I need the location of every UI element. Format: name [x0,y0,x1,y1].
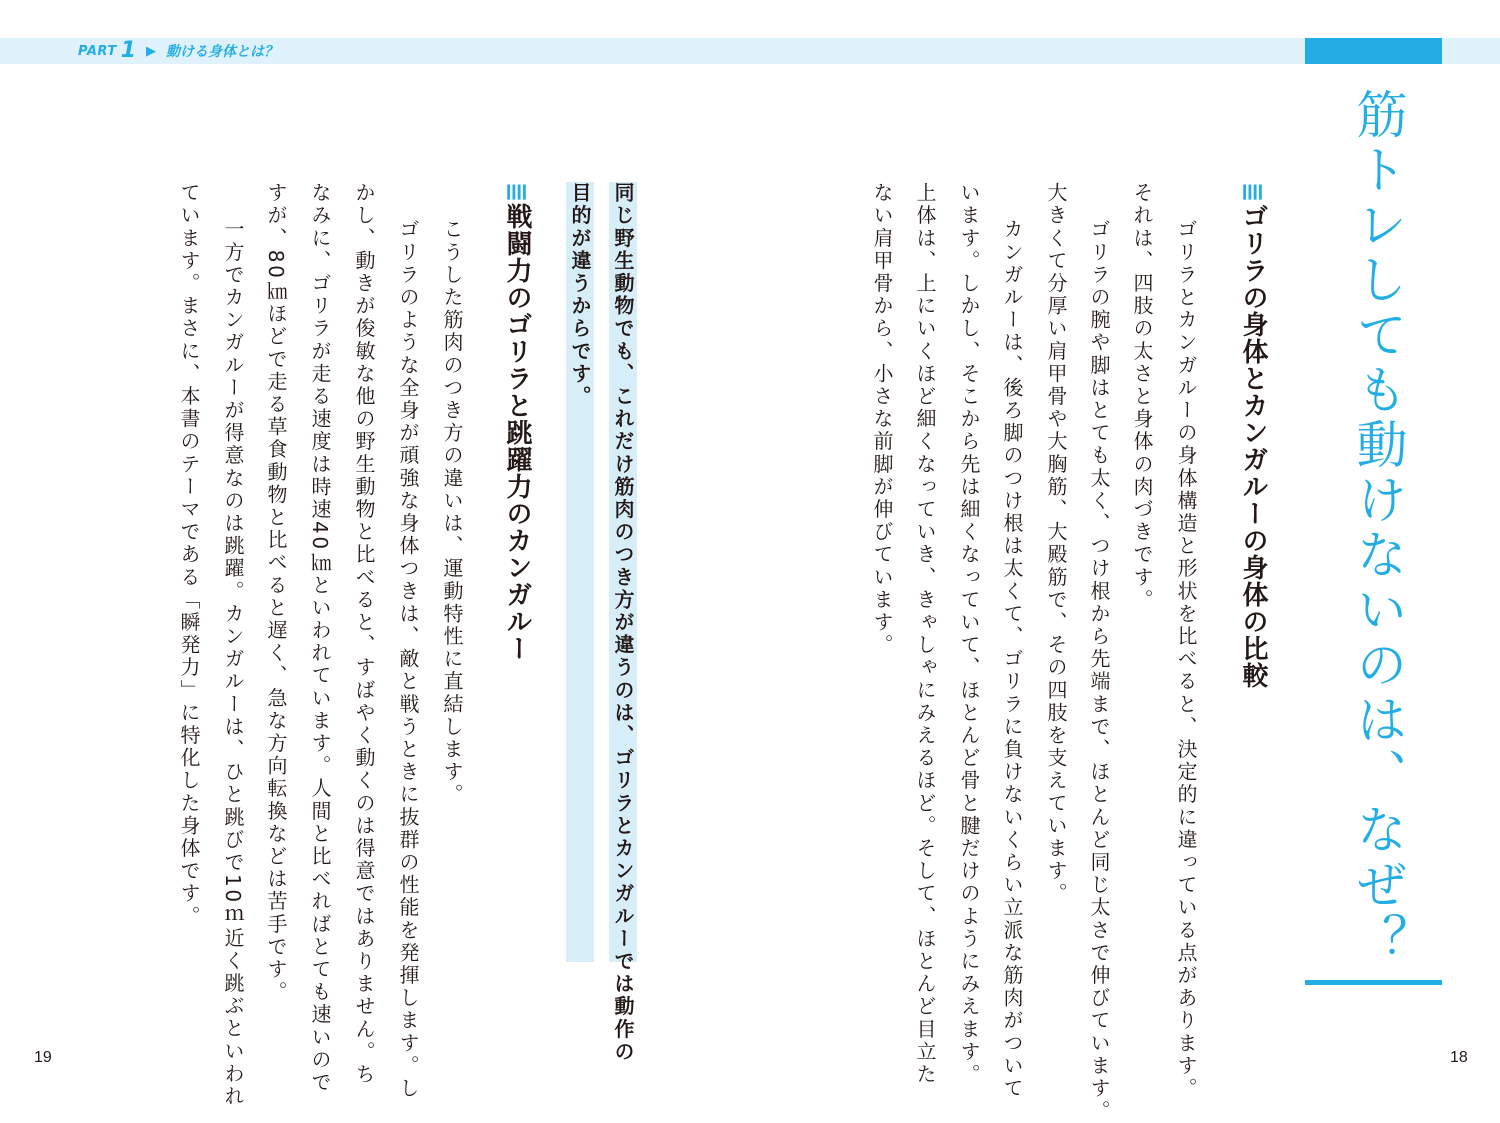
body-line: すが、80㎞ほどで走る草食動物と比べると遅く、急な方向転換などは苦手です。 [264,182,288,1004]
emphasis-line: 目的が違うからです。 [566,182,594,962]
page-title: 筋トレしても動けないのは、なぜ？ [1347,88,1406,968]
running-header [78,40,278,62]
body-line: います。しかし、そこから先は細くなっていて、ほとんど骨と腱だけのようにみえます。 [957,182,981,1086]
part-label: PART [78,43,117,59]
body-line: ゴリラとカンガルーの身体構造と形状を比べると、決定的に違っている点があります。 [1174,196,1198,1100]
section-heading-gorilla-kangaroo-comparison [1233,182,1273,702]
body-line: 上体は、上にいくほど細くなっていき、きゃしゃにみえるほど。そして、ほとんど目立た [913,182,937,1086]
page-number-left: 19 [34,1049,52,1066]
chapter-title: 動ける身体とは？ [166,44,279,60]
emphasis-line: 同じ野生動物でも、これだけ筋肉のつき方が違うのは、ゴリラとカンガルーでは動作の [611,182,635,1064]
body-line: ゴリラのような全身が頑強な身体つきは、敵と戦うときに抜群の性能を発揮します。し [396,196,420,1100]
section-heading-text: ゴリラの身体とカンガルーの身体の比較 [1238,203,1268,690]
part-number: 1 [120,38,137,63]
header-accent-block [1305,38,1442,64]
body-line: ない肩甲骨から、小さな前脚が伸びています。 [870,182,894,657]
body-line: 大きくて分厚い肩甲骨や大胸筋、大殿筋で、その四肢を支えています。 [1044,182,1068,906]
body-line: こうした筋肉のつき方の違いは、運動特性に直結します。 [440,196,464,807]
heading-bars-icon: ≣ [503,182,531,204]
body-line: かし、動きが俊敏な他の野生動物と比べると、すばやく動くのは得意ではありません。ち [352,182,376,1086]
title-bottom-rule [1305,980,1442,985]
heading-bars-icon: ≣ [1239,182,1267,204]
body-line: ています。まさに、本書のテーマである「瞬発力」に特化した身体です。 [177,182,201,928]
section-heading-combat-vs-jump [497,182,537,662]
body-line: なみに、ゴリラが走る速度は時速40㎞といわれています。人間と比べればとても速いので [308,182,332,1095]
triangle-arrow-icon: ▶ [146,43,157,59]
body-line: 一方でカンガルーが得意なのは跳躍。カンガルーは、ひと跳びで10ｍ近く跳ぶといわれ [221,196,245,1109]
section-heading-text: 戦闘力のゴリラと跳躍力のカンガルー [502,203,532,663]
body-line: ゴリラの腕や脚はとても太く、つけ根から先端まで、ほとんど同じ太さで伸びています。 [1087,196,1111,1123]
body-line: それは、四肢の太さと身体の肉づきです。 [1130,182,1154,612]
page-number-right: 18 [1450,1049,1468,1066]
body-line: カンガルーは、後ろ脚のつけ根は太くて、ゴリラに負けないくらい立派な筋肉がついて [1000,196,1024,1100]
